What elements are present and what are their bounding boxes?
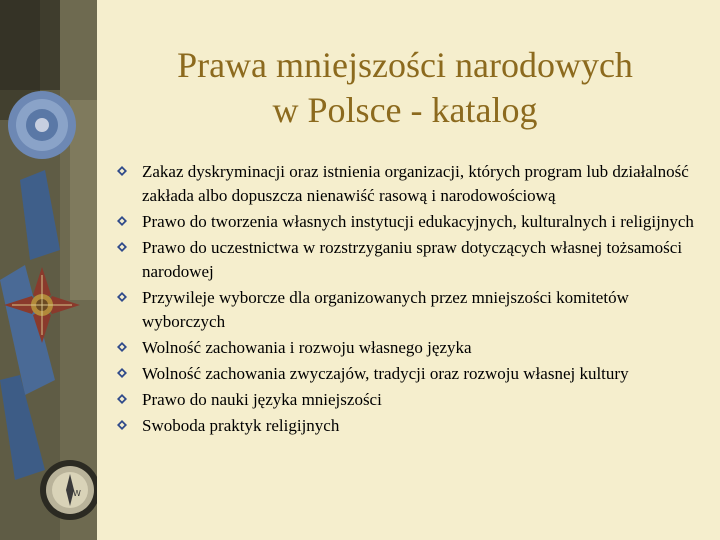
bullet-text: Prawo do nauki języka mniejszości	[142, 390, 382, 409]
diamond-bullet-icon	[117, 368, 127, 378]
bullet-item	[117, 210, 707, 234]
title-line-1: Prawa mniejszości narodowych	[177, 45, 633, 85]
bullet-item	[117, 362, 707, 386]
bullet-text: Zakaz dyskryminacji oraz istnienia organizacji, których program lub działalność zakłada albo dopuszcza nienawiść rasową i narodowościową	[142, 162, 689, 205]
decorative-medal-image	[0, 0, 97, 540]
bullet-text: Wolność zachowania zwyczajów, tradycji oraz rozwoju własnej kultury	[142, 364, 629, 383]
bullet-text: Swoboda praktyk religijnych	[142, 416, 340, 435]
bullet-item	[117, 236, 707, 284]
diamond-bullet-icon	[117, 394, 127, 404]
diamond-bullet-icon	[117, 420, 127, 430]
diamond-bullet-icon	[117, 342, 127, 352]
bullet-item	[117, 160, 707, 208]
title-line-2: w Polsce - katalog	[272, 90, 538, 130]
diamond-bullet-icon	[117, 242, 127, 252]
bullet-item	[117, 336, 707, 360]
bullet-item	[117, 414, 707, 438]
bullet-list	[117, 160, 707, 440]
bullet-text: Prawo do uczestnictwa w rozstrzyganiu spraw dotyczących własnej tożsamości narodowej	[142, 238, 683, 281]
bullet-item	[117, 286, 707, 334]
diamond-bullet-icon	[117, 166, 127, 176]
bullet-text: Przywileje wyborcze dla organizowanych przez mniejszości komitetów wyborczych	[142, 288, 629, 331]
svg-text:W: W	[73, 489, 81, 498]
bullet-text: Wolność zachowania i rozwoju własnego języka	[142, 338, 472, 357]
bullet-text: Prawo do tworzenia własnych instytucji edukacyjnych, kulturalnych i religijnych	[142, 212, 694, 231]
slide-title	[105, 43, 705, 133]
diamond-bullet-icon	[117, 216, 127, 226]
bullet-item	[117, 388, 707, 412]
medal-illustration	[0, 0, 97, 540]
diamond-bullet-icon	[117, 292, 127, 302]
